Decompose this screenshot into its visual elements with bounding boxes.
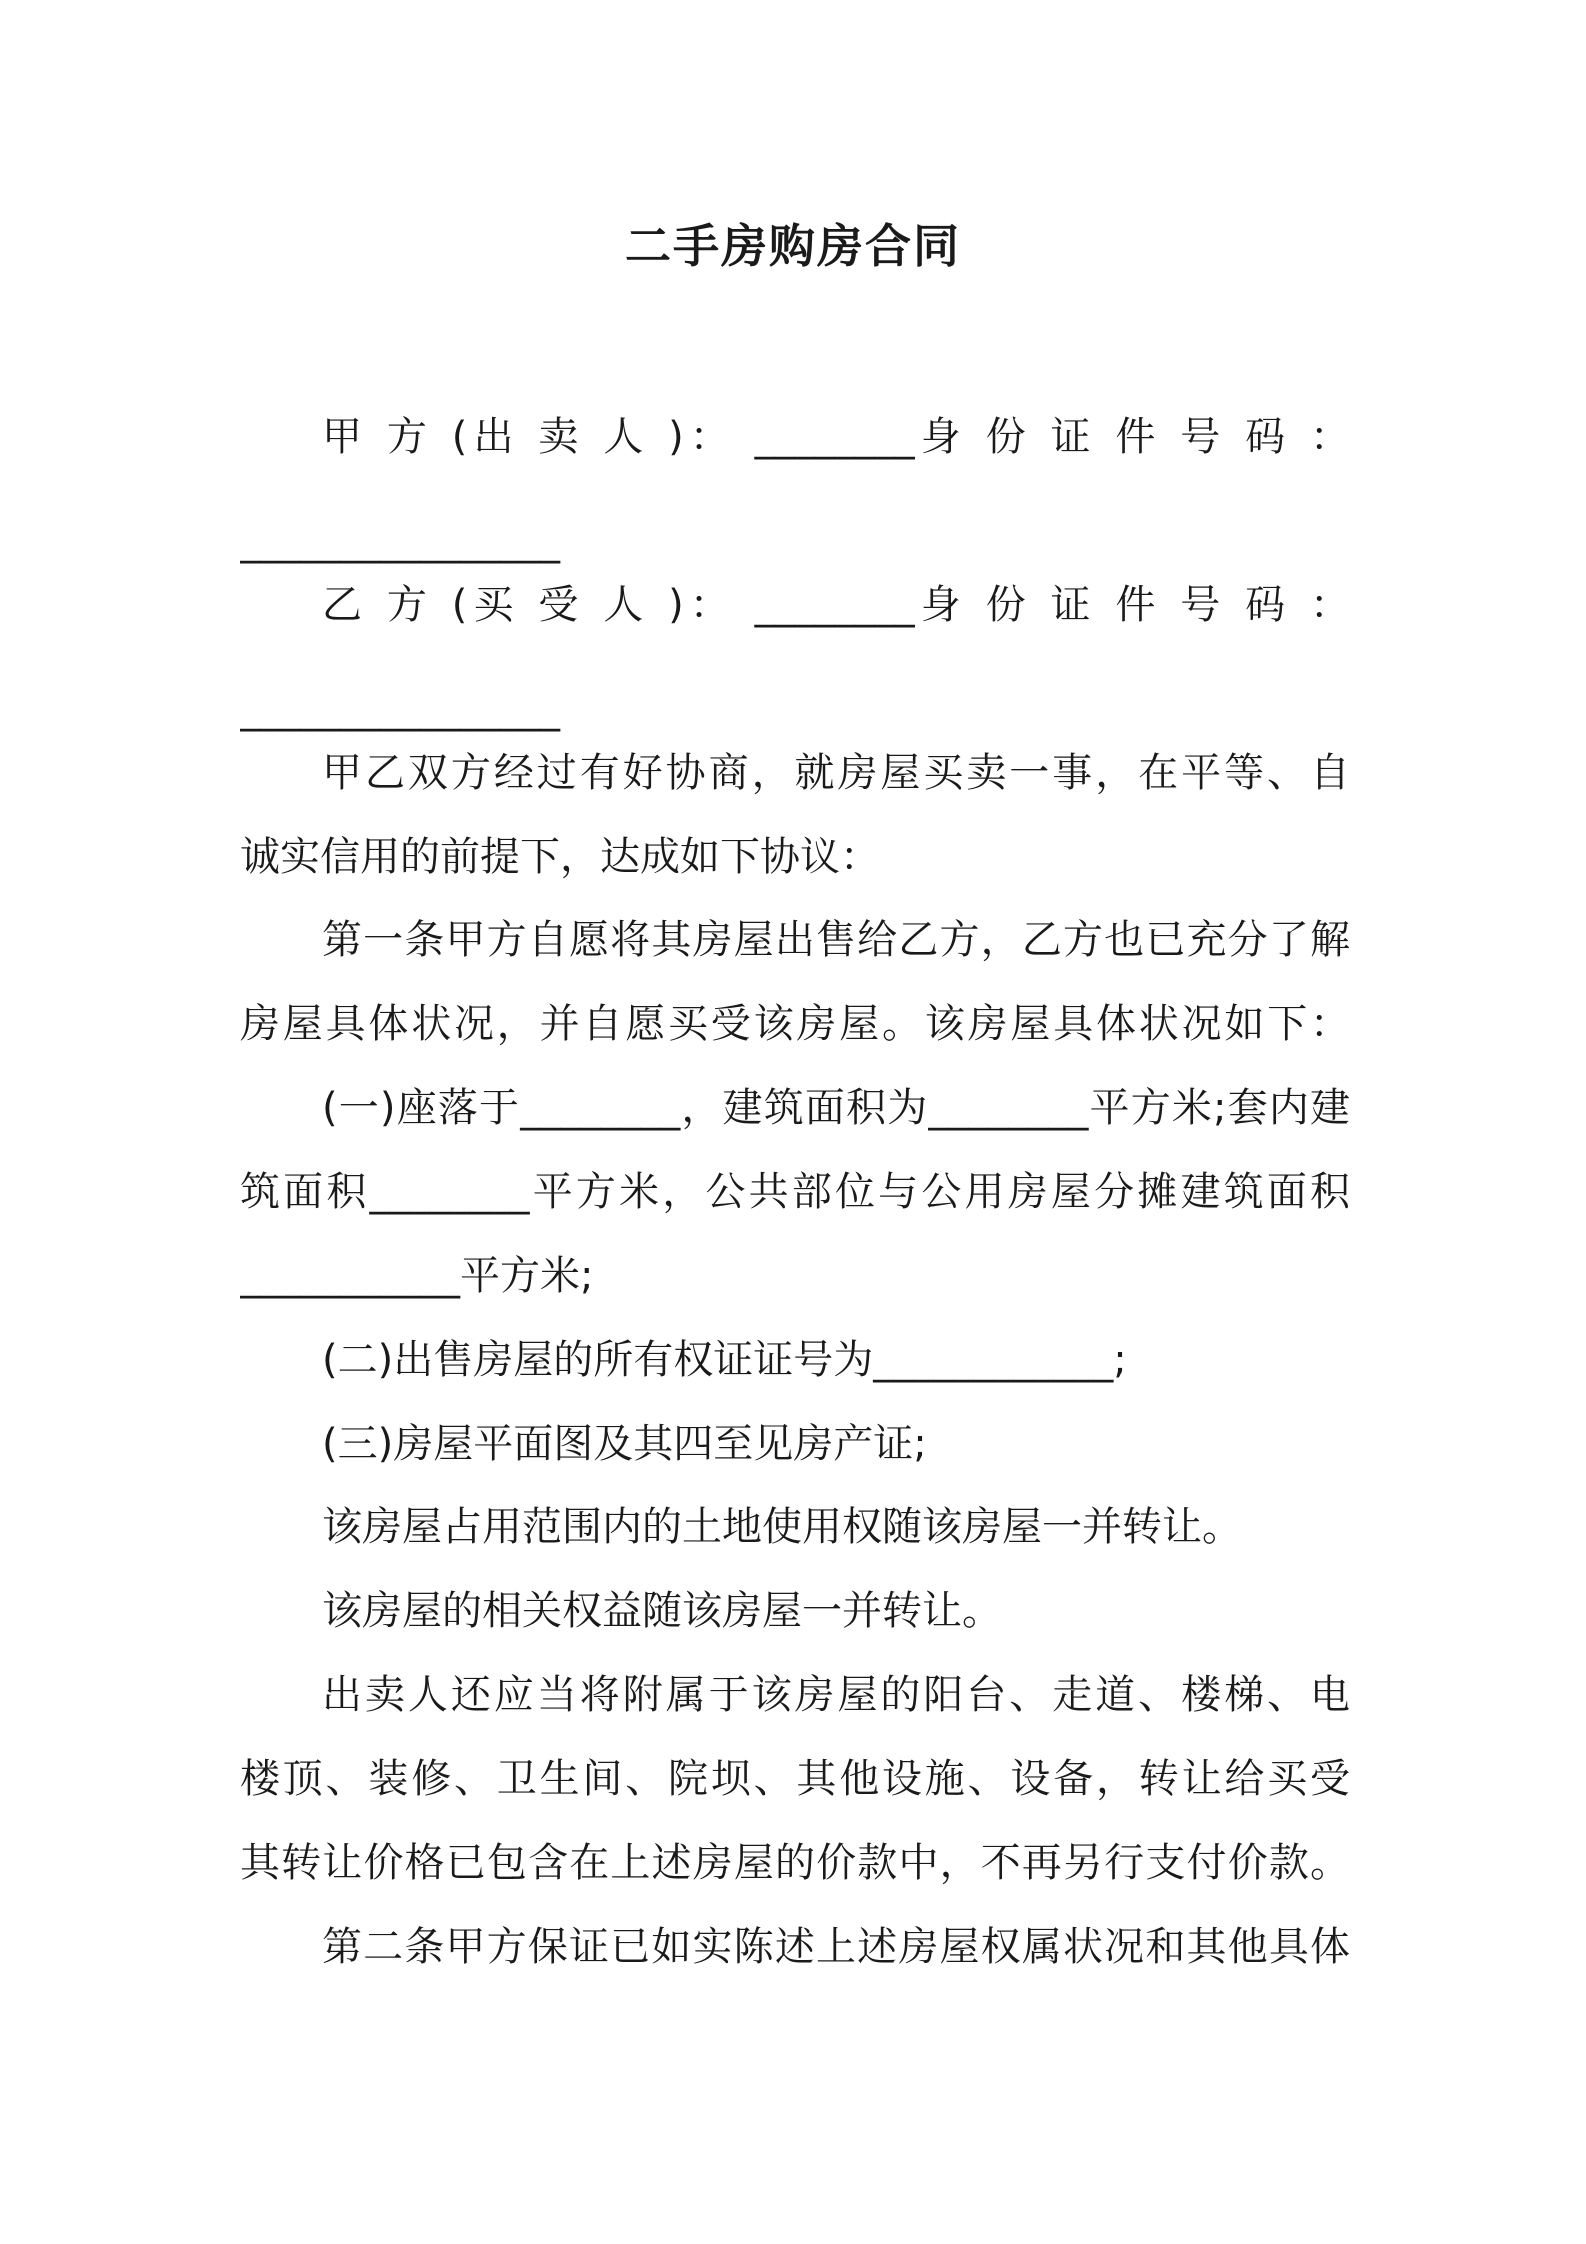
article-2-line-1: 第二条甲方保证已如实陈述上述房屋权属状况和其他具体 bbox=[322, 1924, 1350, 1970]
party-a-id-blank: ________________ bbox=[240, 518, 560, 564]
land-use-line: 该房屋占用范围内的土地使用权随该房屋一并转让。 bbox=[322, 1504, 1242, 1550]
item-2-line: (二)出售房屋的所有权证证号为____________; bbox=[322, 1337, 1127, 1383]
article-1-line-2: 房屋具体状况，并自愿买受该房屋。该房屋具体状况如下： bbox=[240, 1001, 1350, 1047]
item-3-line: (三)房屋平面图及其四至见房产证; bbox=[322, 1421, 927, 1467]
attachments-line-2: 楼顶、装修、卫生间、院坝、其他设施、设备，转让给买受 bbox=[240, 1756, 1350, 1802]
preamble-line-2: 诚实信用的前提下，达成如下协议： bbox=[240, 834, 880, 880]
party-b-id-blank: ________________ bbox=[240, 686, 560, 732]
rights-line: 该房屋的相关权益随该房屋一并转让。 bbox=[322, 1588, 1002, 1634]
party-a-line: 甲 方 (出 卖 人 )： ________身 份 证 件 号 码 ： bbox=[322, 414, 1350, 460]
page-title: 二手房购房合同 bbox=[625, 219, 961, 273]
item-1-line-3: ___________平方米; bbox=[240, 1253, 594, 1299]
attachments-line-3: 其转让价格已包含在上述房屋的价款中，不再另行支付价款。 bbox=[240, 1840, 1350, 1886]
preamble-line-1: 甲乙双方经过有好协商，就房屋买卖一事，在平等、自 bbox=[322, 750, 1350, 796]
item-1-line-1: (一)座落于________，建筑面积为________平方米;套内建 bbox=[322, 1085, 1350, 1131]
attachments-line-1: 出卖人还应当将附属于该房屋的阳台、走道、楼梯、电 bbox=[322, 1672, 1350, 1718]
article-1-line-1: 第一条甲方自愿将其房屋出售给乙方，乙方也已充分了解 bbox=[322, 917, 1350, 963]
party-b-line: 乙 方 (买 受 人 )： ________身 份 证 件 号 码 ： bbox=[322, 582, 1350, 628]
item-1-line-2: 筑面积________平方米，公共部位与公用房屋分摊建筑面积 bbox=[240, 1169, 1350, 1215]
